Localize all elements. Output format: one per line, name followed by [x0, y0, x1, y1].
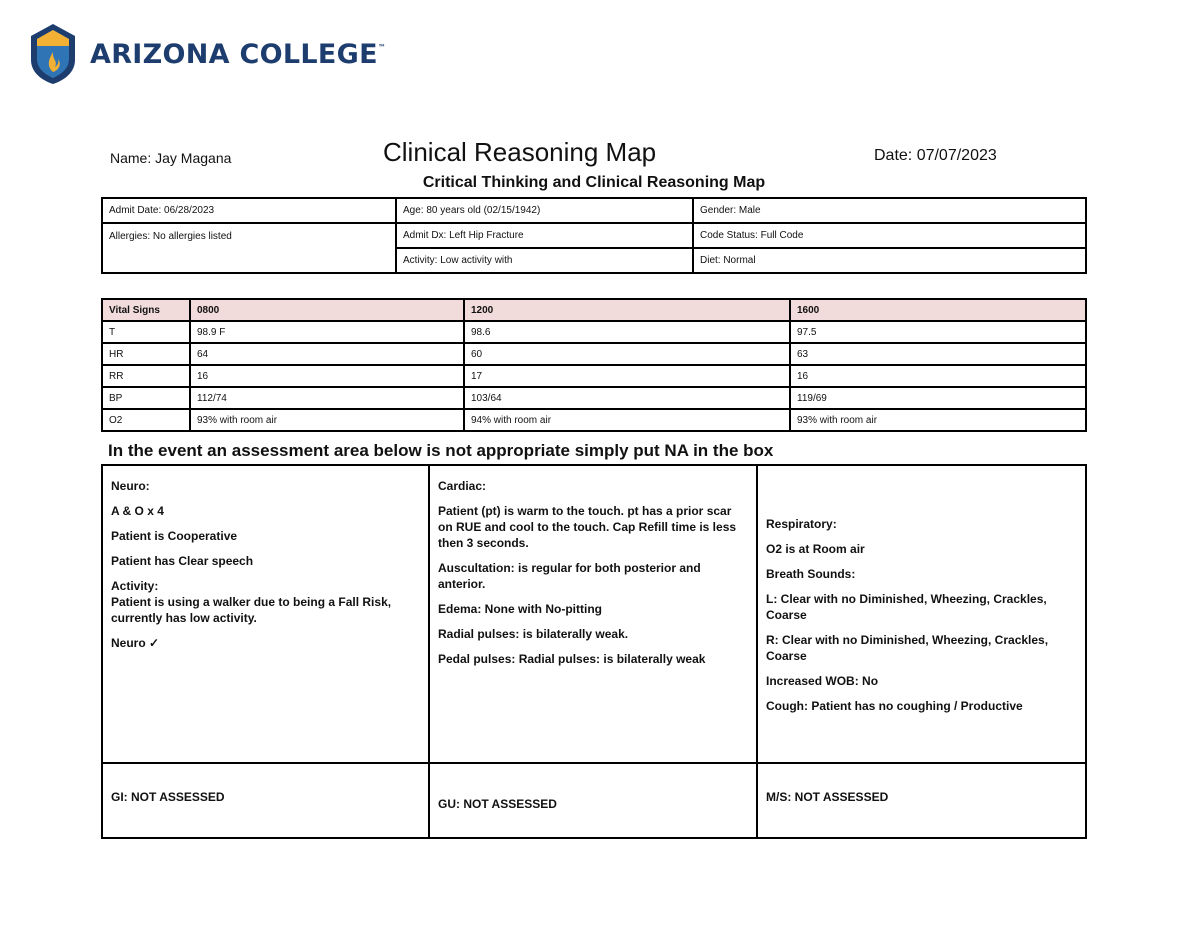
neuro-speech: Patient has Clear speech — [111, 554, 254, 568]
cardiac-pedal: Pedal pulses: Radial pulses: is bilaterally weak — [438, 652, 706, 666]
cardiac-auscultation: Auscultation: is regular for both posterior and anterior. — [438, 561, 701, 591]
gi-section: GI: NOT ASSESSED — [102, 763, 429, 838]
neuro-aox: A & O x 4 — [111, 504, 164, 518]
cardiac-title: Cardiac: — [438, 479, 487, 493]
page-title: Clinical Reasoning Map — [383, 137, 657, 167]
vitals-header: 0800 — [190, 299, 464, 321]
vital-label: HR — [102, 343, 190, 365]
assessment-table — [101, 464, 1087, 839]
brand-name: ARIZONA COLLEGE™ — [90, 38, 387, 70]
age: Age: 80 years old (02/15/1942) — [396, 198, 693, 223]
vital-label: T — [102, 321, 190, 343]
vitals-header: 1200 — [464, 299, 790, 321]
admit-date: Admit Date: 06/28/2023 — [102, 198, 396, 223]
resp-cough: Cough: Patient has no coughing / Productive — [766, 699, 1023, 713]
resp-right: R: Clear with no Diminished, Wheezing, Crackles, Coarse — [766, 633, 1049, 663]
ms-section: M/S: NOT ASSESSED — [757, 763, 1086, 838]
table-row — [102, 409, 1086, 431]
cardiac-section — [429, 465, 757, 763]
vitals-header-row — [102, 299, 1086, 321]
table-row — [102, 365, 1086, 387]
neuro-activity-text: Patient is using a walker due to being a Fall Risk, currently has low activity. — [111, 595, 392, 625]
vital-value: 94% with room air — [464, 409, 790, 431]
neuro-section — [102, 465, 429, 763]
resp-o2: O2 is at Room air — [766, 542, 865, 556]
resp-title: Respiratory: — [766, 517, 837, 531]
code-status: Code Status: Full Code — [693, 223, 1086, 248]
gu-section: GU: NOT ASSESSED — [429, 763, 757, 838]
date: Date: 07/07/2023 — [874, 147, 997, 164]
vital-value: 16 — [190, 365, 464, 387]
resp-wob: Increased WOB: No — [766, 674, 879, 688]
activity: Activity: Low activity with — [396, 248, 693, 273]
neuro-title: Neuro: — [111, 479, 150, 493]
vitals-header: Vital Signs — [102, 299, 190, 321]
resp-left: L: Clear with no Diminished, Wheezing, Crackles, Coarse — [766, 592, 1047, 622]
table-row — [102, 387, 1086, 409]
table-row — [102, 321, 1086, 343]
vital-label: RR — [102, 365, 190, 387]
vital-value: 93% with room air — [190, 409, 464, 431]
vital-signs-table — [101, 298, 1087, 432]
vital-value: 17 — [464, 365, 790, 387]
vital-label: O2 — [102, 409, 190, 431]
cardiac-skin: Patient (pt) is warm to the touch. pt has a prior scar on RUE and cool to the touch. Cap Refill time is less then 3 seconds. — [438, 504, 737, 550]
patient-info-table — [101, 197, 1087, 274]
table-row — [102, 343, 1086, 365]
vital-value: 103/64 — [464, 387, 790, 409]
resp-breath-sounds: Breath Sounds: — [766, 567, 856, 581]
respiratory-section — [757, 465, 1086, 763]
cardiac-edema: Edema: None with No-pitting — [438, 602, 602, 616]
allergies: Allergies: No allergies listed — [102, 223, 396, 248]
student-name: Name: Jay Magana — [110, 150, 232, 166]
cardiac-radial: Radial pulses: is bilaterally weak. — [438, 627, 629, 641]
vital-value: 98.6 — [464, 321, 790, 343]
neuro-cooperative: Patient is Cooperative — [111, 529, 238, 543]
vital-value: 93% with room air — [790, 409, 1086, 431]
na-instruction: In the event an assessment area below is not appropriate simply put NA in the box — [108, 441, 774, 460]
vital-value: 60 — [464, 343, 790, 365]
admit-dx: Admit Dx: Left Hip Fracture — [396, 223, 693, 248]
vital-value: 98.9 F — [190, 321, 464, 343]
page-subtitle: Critical Thinking and Clinical Reasoning Map — [422, 174, 766, 191]
vital-value: 16 — [790, 365, 1086, 387]
allergies-blank — [102, 248, 396, 273]
neuro-check: Neuro ✓ — [111, 636, 160, 650]
vital-label: BP — [102, 387, 190, 409]
shield-flame-icon — [28, 22, 78, 86]
vital-value: 112/74 — [190, 387, 464, 409]
gender: Gender: Male — [693, 198, 1086, 223]
vital-value: 97.5 — [790, 321, 1086, 343]
college-logo — [28, 22, 386, 86]
neuro-activity-label: Activity: — [111, 579, 159, 593]
vital-value: 119/69 — [790, 387, 1086, 409]
vital-value: 64 — [190, 343, 464, 365]
diet: Diet: Normal — [693, 248, 1086, 273]
vital-value: 63 — [790, 343, 1086, 365]
vitals-header: 1600 — [790, 299, 1086, 321]
